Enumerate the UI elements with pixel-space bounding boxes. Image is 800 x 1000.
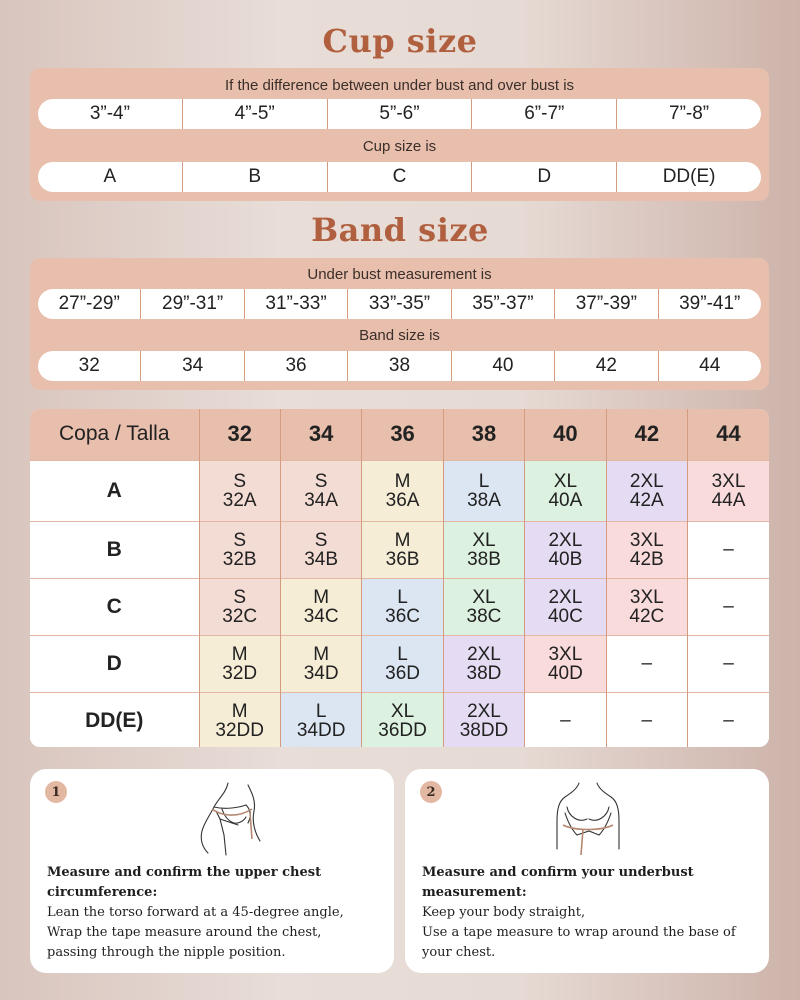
instruction-heading: Measure and confirm the upper chest circumference: bbox=[47, 865, 322, 900]
column-header: 40 bbox=[525, 409, 606, 460]
table-row bbox=[30, 635, 769, 692]
size-cell bbox=[525, 692, 606, 747]
cup-size-panel bbox=[30, 68, 769, 201]
size-cell bbox=[362, 578, 443, 635]
size-cell bbox=[606, 460, 687, 521]
size-cell bbox=[199, 635, 280, 692]
instruction-heading: Measure and confirm your underbust measurement: bbox=[422, 865, 694, 900]
corner-label: Copa / Talla bbox=[30, 409, 199, 460]
instruction-line: Lean the torso forward at a 45-degree angle, bbox=[47, 905, 344, 920]
cup-row-label: A bbox=[30, 460, 199, 521]
cup-cell: C bbox=[327, 162, 472, 192]
size-cell bbox=[688, 578, 769, 635]
size-label: 2XL bbox=[629, 470, 664, 492]
measurement-cell: 27”-29” bbox=[58, 293, 120, 314]
size-code: 38DD bbox=[459, 719, 509, 741]
size-code: 36DD bbox=[378, 719, 427, 741]
size-label: – bbox=[723, 596, 734, 617]
difference-cell: 5”-6” bbox=[327, 99, 472, 129]
size-cell bbox=[199, 692, 280, 747]
size-cell bbox=[362, 521, 443, 578]
size-cell bbox=[443, 460, 524, 521]
size-cell bbox=[688, 635, 769, 692]
measurement-cell: 37”-39” bbox=[554, 289, 657, 319]
size-cell bbox=[362, 635, 443, 692]
size-cell bbox=[443, 521, 524, 578]
size-label: M bbox=[394, 529, 411, 551]
size-label: S bbox=[233, 529, 247, 551]
band-cell: 44 bbox=[658, 351, 761, 381]
size-code: 40D bbox=[547, 662, 583, 684]
column-header: 32 bbox=[199, 409, 280, 460]
measurement-cell: 39”-41” bbox=[658, 289, 761, 319]
size-code: 38D bbox=[466, 662, 502, 684]
size-chart-table bbox=[30, 409, 769, 747]
difference-caption: If the difference between under bust and over bust is bbox=[224, 77, 575, 94]
cup-size-title: Cup size bbox=[322, 22, 478, 60]
size-code: 38B bbox=[467, 548, 501, 570]
band-size-panel bbox=[30, 258, 769, 390]
band-cell: 34 bbox=[140, 351, 243, 381]
underbust-measure-icon bbox=[543, 779, 633, 859]
instruction-card-2 bbox=[405, 769, 769, 973]
band-cell: 40 bbox=[451, 351, 554, 381]
size-label: 2XL bbox=[548, 586, 583, 608]
instruction-line: your chest. bbox=[422, 945, 496, 960]
size-code: 42A bbox=[629, 489, 664, 511]
size-code: 38C bbox=[466, 605, 502, 627]
cup-cell: D bbox=[471, 162, 616, 192]
size-cell bbox=[280, 521, 361, 578]
size-label: M bbox=[313, 643, 330, 665]
size-code: 36C bbox=[385, 605, 420, 627]
difference-cell: 6”-7” bbox=[471, 99, 616, 129]
column-header: 36 bbox=[362, 409, 443, 460]
difference-row bbox=[38, 99, 761, 129]
cup-row-label: D bbox=[30, 635, 199, 692]
instruction-text-1 bbox=[47, 863, 382, 963]
measurement-cell: 29”-31” bbox=[140, 289, 243, 319]
size-code: 32C bbox=[222, 605, 258, 627]
size-label: S bbox=[233, 470, 247, 492]
size-cell bbox=[688, 692, 769, 747]
size-label: 3XL bbox=[629, 586, 664, 608]
size-cell bbox=[443, 692, 524, 747]
size-label: 3XL bbox=[629, 529, 664, 551]
instruction-line: Keep your body straight, bbox=[422, 905, 586, 920]
difference-cell: 7”-8” bbox=[616, 99, 761, 129]
cup-cell: B bbox=[182, 162, 327, 192]
size-cell bbox=[525, 578, 606, 635]
size-code: 34D bbox=[303, 662, 339, 684]
size-cell bbox=[362, 692, 443, 747]
size-label: XL bbox=[472, 529, 496, 551]
measurement-cell: 31”-33” bbox=[244, 289, 347, 319]
size-code: 34C bbox=[303, 605, 339, 627]
size-cell bbox=[525, 635, 606, 692]
table-row bbox=[30, 578, 769, 635]
size-code: 42C bbox=[629, 605, 665, 627]
cup-cell: A bbox=[103, 166, 117, 187]
size-cell bbox=[606, 521, 687, 578]
instruction-line: Use a tape measure to wrap around the base of bbox=[422, 925, 736, 940]
size-cell bbox=[443, 635, 524, 692]
band-row bbox=[38, 351, 761, 381]
size-label: 2XL bbox=[548, 529, 583, 551]
column-header: 38 bbox=[443, 409, 524, 460]
size-code: 40B bbox=[548, 548, 583, 570]
size-code: 32A bbox=[222, 489, 257, 511]
step-badge: 2 bbox=[420, 781, 442, 803]
size-cell bbox=[606, 578, 687, 635]
size-label: L bbox=[315, 700, 327, 722]
cup-row-label: DD(E) bbox=[30, 692, 199, 747]
difference-cell: 3”-4” bbox=[89, 103, 130, 124]
size-label: M bbox=[394, 470, 411, 492]
size-label: XL bbox=[472, 586, 496, 608]
size-code: 38A bbox=[467, 489, 501, 511]
size-cell bbox=[199, 578, 280, 635]
size-cell bbox=[443, 578, 524, 635]
step-badge: 1 bbox=[45, 781, 67, 803]
size-code: 44A bbox=[711, 489, 746, 511]
column-header: 42 bbox=[606, 409, 687, 460]
size-code: 40A bbox=[548, 489, 583, 511]
instruction-line: passing through the nipple position. bbox=[47, 945, 286, 960]
size-code: 36A bbox=[385, 489, 420, 511]
column-header: 34 bbox=[280, 409, 361, 460]
size-cell bbox=[280, 578, 361, 635]
cup-row-label: C bbox=[30, 578, 199, 635]
size-cell bbox=[525, 460, 606, 521]
size-label: L bbox=[478, 470, 490, 492]
size-label: L bbox=[397, 643, 408, 665]
size-cell bbox=[280, 692, 361, 747]
size-label: XL bbox=[553, 470, 578, 492]
measurement-cell: 35”-37” bbox=[451, 289, 554, 319]
band-cell: 36 bbox=[244, 351, 347, 381]
difference-cell: 4”-5” bbox=[182, 99, 327, 129]
size-cell bbox=[280, 460, 361, 521]
size-label: XL bbox=[390, 700, 415, 722]
instruction-text-2 bbox=[422, 863, 757, 963]
size-cell bbox=[199, 460, 280, 521]
table-row bbox=[30, 692, 769, 747]
size-code: 32DD bbox=[215, 719, 264, 741]
size-label: – bbox=[641, 653, 653, 674]
size-label: 3XL bbox=[548, 643, 583, 665]
size-cell bbox=[199, 521, 280, 578]
cup-row-label: B bbox=[30, 521, 199, 578]
size-label: M bbox=[231, 643, 248, 665]
size-label: S bbox=[314, 529, 328, 551]
band-cell: 42 bbox=[554, 351, 657, 381]
cup-row bbox=[38, 162, 761, 192]
table-row bbox=[30, 521, 769, 578]
table-row bbox=[30, 460, 769, 521]
size-label: L bbox=[397, 586, 408, 608]
instruction-line: Wrap the tape measure around the chest, bbox=[47, 925, 322, 940]
size-label: – bbox=[723, 653, 734, 674]
size-label: – bbox=[723, 710, 734, 732]
size-cell bbox=[606, 635, 687, 692]
band-cell: 32 bbox=[78, 355, 100, 376]
measurement-row bbox=[38, 289, 761, 319]
size-label: 2XL bbox=[467, 700, 501, 722]
size-label: 2XL bbox=[467, 643, 501, 665]
size-cell bbox=[362, 460, 443, 521]
size-code: 34B bbox=[304, 548, 339, 570]
size-label: 3XL bbox=[711, 470, 746, 492]
size-cell bbox=[280, 635, 361, 692]
size-label: S bbox=[314, 470, 328, 492]
size-cell bbox=[688, 521, 769, 578]
band-size-title: Band size bbox=[311, 211, 489, 249]
lean-forward-measure-icon bbox=[190, 779, 280, 859]
size-label: – bbox=[641, 710, 653, 732]
size-label: S bbox=[233, 586, 247, 608]
size-label: – bbox=[723, 539, 734, 560]
band-caption: Band size is bbox=[359, 327, 440, 344]
column-header: 44 bbox=[688, 409, 769, 460]
size-code: 42B bbox=[629, 548, 664, 570]
cup-cell: DD(E) bbox=[616, 162, 761, 192]
cup-caption: Cup size is bbox=[362, 138, 437, 155]
size-label: – bbox=[560, 710, 571, 732]
size-label: M bbox=[231, 700, 248, 722]
size-code: 36B bbox=[385, 548, 420, 570]
band-cell: 38 bbox=[347, 351, 450, 381]
measure-caption: Under bust measurement is bbox=[307, 266, 492, 283]
size-code: 32B bbox=[222, 548, 257, 570]
size-label: M bbox=[313, 586, 330, 608]
size-code: 34DD bbox=[296, 719, 346, 741]
instruction-card-1 bbox=[30, 769, 394, 973]
size-code: 40C bbox=[547, 605, 583, 627]
size-code: 32D bbox=[222, 662, 258, 684]
size-cell bbox=[606, 692, 687, 747]
size-code: 36D bbox=[385, 662, 420, 684]
size-cell bbox=[525, 521, 606, 578]
measurement-cell: 33”-35” bbox=[347, 289, 450, 319]
table-header-row bbox=[30, 409, 769, 460]
size-code: 34A bbox=[304, 489, 339, 511]
size-cell bbox=[688, 460, 769, 521]
